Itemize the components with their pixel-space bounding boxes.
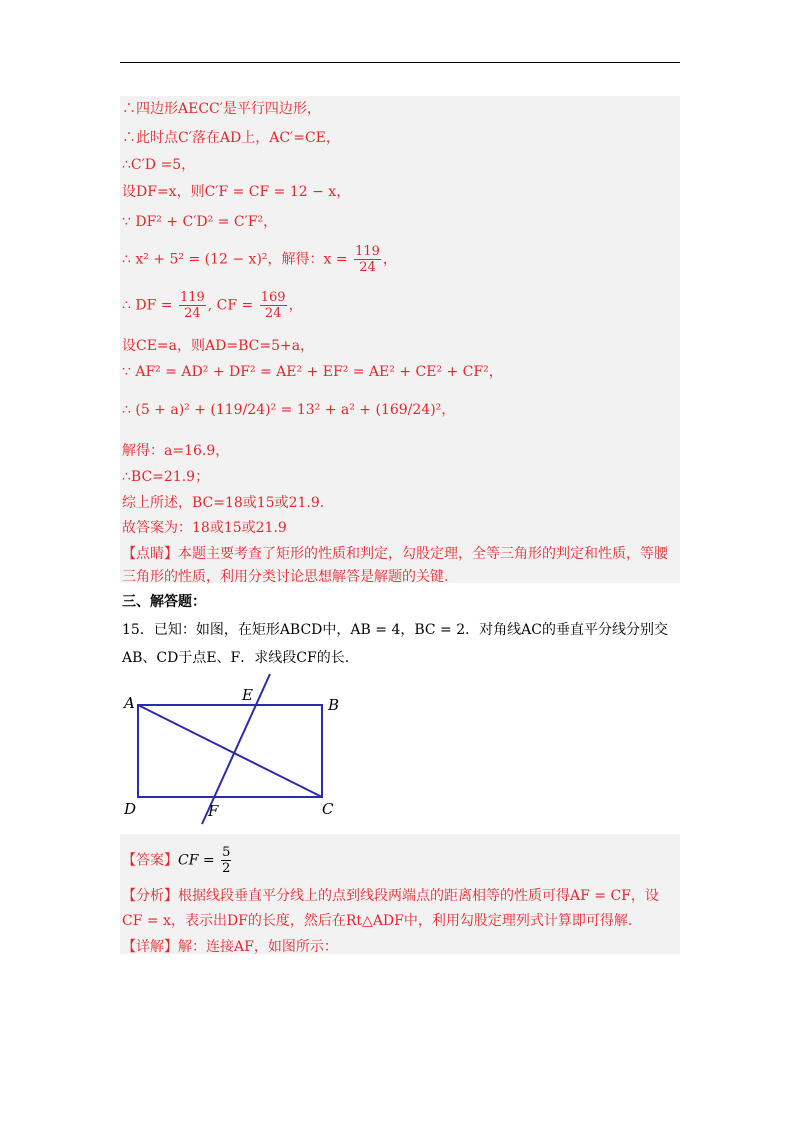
- equation-text: ∴ x² + 5² = (12 − x)²，解得：x =: [122, 251, 353, 268]
- problem-line-2: AB、CD于点E、F．求线段CF的长.: [122, 650, 350, 666]
- solution-line-3: ∴C′D =5，: [122, 157, 196, 173]
- label-e: E: [242, 686, 253, 704]
- solution-line-12: ∴BC=21.9；: [122, 469, 210, 485]
- answer-tag: 【答案】: [122, 852, 178, 869]
- x-fraction: [354, 244, 381, 275]
- analysis-tag: 【分析】: [122, 888, 178, 904]
- solution-line-4: 设DF=x，则C′F = CF = 12 − x，: [122, 184, 351, 200]
- problem-line-1: 15．已知：如图，在矩形ABCD中，AB = 4，BC = 2．对角线AC的垂直平分线分别交: [122, 622, 668, 638]
- comment-tag: 【点睛】: [122, 546, 178, 562]
- detail-tag: 【详解】: [122, 939, 178, 955]
- solution-line-13: 综上所述，BC=18或15或21.9.: [122, 495, 325, 511]
- fraction-numerator: 119: [179, 290, 205, 305]
- fraction-numerator: 169: [260, 290, 286, 305]
- fraction-denominator: 24: [264, 306, 282, 321]
- solution-line-9: ∵ AF² = AD² + DF² = AE² + EF² = AE² + CE² + CF²，: [122, 364, 503, 380]
- solution-line-8: 设CE=a，则AD=BC=5+a，: [122, 338, 315, 354]
- solution-line-11: 解得：a=16.9，: [122, 443, 230, 459]
- answer-expr: CF =: [178, 852, 220, 869]
- equation-text: ∴ DF =: [122, 297, 177, 314]
- comment-text: 本题主要考查了矩形的性质和判定，勾股定理，全等三角形的判定和性质，等腰: [178, 546, 668, 562]
- cf-prefix: , CF =: [207, 297, 258, 314]
- comment-line-1: [122, 544, 668, 564]
- solution-line-5: ∵ DF² + C′D² = C′F²，: [122, 214, 278, 230]
- answer-line: [122, 845, 233, 876]
- fraction-numerator: 5: [222, 845, 231, 860]
- section-heading: 三、解答题：: [122, 594, 206, 610]
- fraction-denominator: 24: [359, 260, 376, 275]
- df-fraction: [179, 290, 206, 321]
- detail-line: [122, 937, 338, 957]
- cf-fraction: [260, 290, 287, 321]
- label-c: C: [322, 800, 334, 818]
- label-a: A: [124, 694, 135, 712]
- label-f: F: [208, 802, 219, 820]
- rectangle-figure: [118, 668, 358, 828]
- equation-tail: ，: [288, 297, 303, 314]
- detail-text: 解：连接AF，如图所示：: [178, 939, 338, 955]
- analysis-text: 根据线段垂直平分线上的点到线段两端点的距离相等的性质可得AF = CF，设: [178, 888, 659, 904]
- diagonal-ac: [138, 705, 322, 797]
- fraction-denominator: 2: [222, 861, 231, 876]
- solution-line-14: 故答案为：18或15或21.9: [122, 520, 287, 536]
- answer-fraction: [221, 845, 231, 876]
- analysis-line-1: [122, 886, 659, 906]
- solution-line-1: ∴四边形AECC′是平行四边形，: [122, 101, 321, 117]
- equation-tail: ，: [382, 251, 397, 268]
- solution-line-10: ∴ (5 + a)² + (119/24)² = 13² + a² + (169/24)²，: [122, 402, 456, 418]
- fraction-numerator: 119: [355, 244, 380, 259]
- header-rule: [120, 62, 680, 63]
- label-b: B: [328, 696, 340, 714]
- analysis-line-2: CF = x，表示出DF的长度，然后在Rt△ADF中，利用勾股定理列式计算即可得解.: [122, 913, 633, 929]
- solution-line-2: ∴此时点C′落在AD上，AC′=CE，: [122, 130, 340, 146]
- solution-line-6: [122, 244, 397, 275]
- fraction-denominator: 24: [184, 306, 201, 321]
- label-d: D: [124, 800, 137, 818]
- solution-line-7: [122, 290, 303, 321]
- comment-line-2: 三角形的性质，利用分类讨论思想解答是解题的关键.: [122, 569, 449, 585]
